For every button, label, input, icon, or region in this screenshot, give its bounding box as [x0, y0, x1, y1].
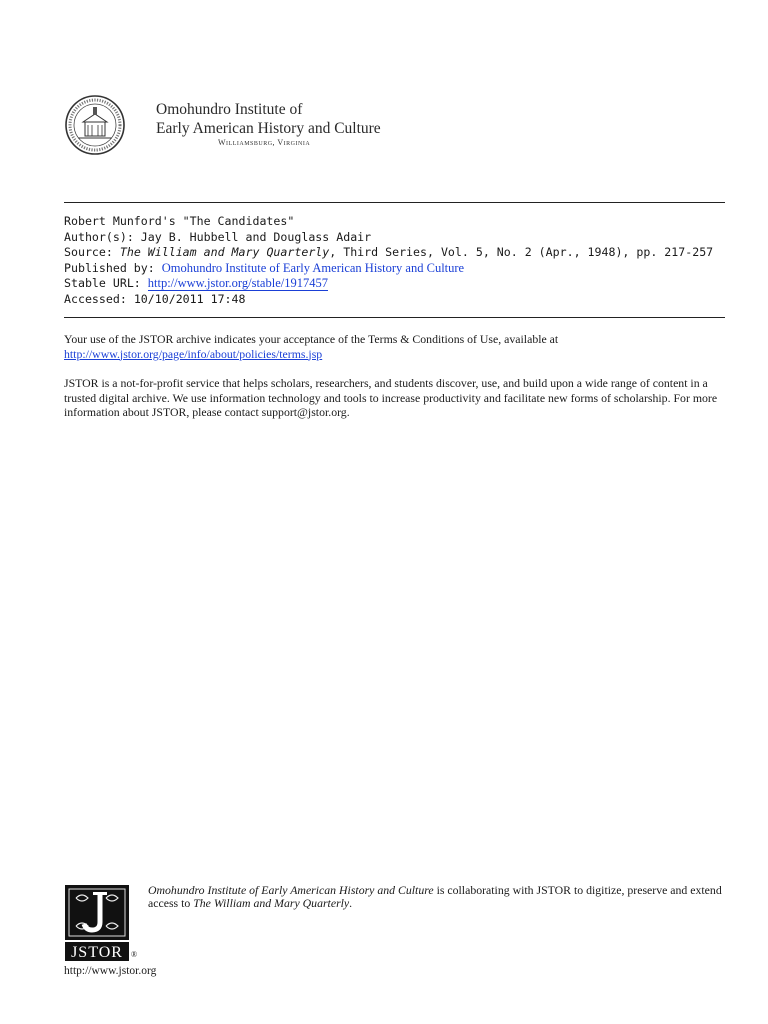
top-divider: [64, 202, 725, 203]
collab-journal: The William and Mary Quarterly: [193, 895, 350, 910]
collab-institution: Omohundro Institute of Early American History and Culture: [148, 883, 434, 897]
source-journal: The William and Mary Quarterly: [119, 245, 330, 260]
accessed-label: Accessed:: [64, 291, 127, 306]
source-row: [64, 245, 725, 261]
institute-name: Omohundro Institute of: [156, 101, 303, 118]
institute-name-line2: Early American History and Culture: [156, 120, 381, 137]
authors-label: Author(s):: [64, 229, 134, 244]
published-label: Published by:: [64, 260, 155, 275]
published-row: [64, 261, 725, 277]
institute-seal-icon: [64, 94, 126, 156]
jstor-footer: [64, 884, 725, 984]
authors-value: Jay B. Hubbell and Douglass Adair: [140, 229, 372, 244]
terms-link[interactable]: http://www.jstor.org/page/info/about/policies/terms.jsp: [64, 346, 323, 361]
bottom-divider: [64, 317, 725, 318]
accessed-row: [64, 292, 725, 308]
registered-mark: ®: [131, 950, 138, 959]
jstor-url[interactable]: http://www.jstor.org: [64, 965, 157, 977]
accessed-value: 10/10/2011 17:48: [133, 291, 246, 306]
article-metadata: [64, 214, 725, 308]
stable-url-row: [64, 276, 725, 292]
terms-section: [64, 332, 724, 420]
article-title: Robert Munford's "The Candidates": [64, 214, 295, 228]
institute-header: [64, 94, 394, 158]
source-label: Source:: [64, 245, 113, 260]
authors-row: [64, 230, 725, 246]
terms-text: Your use of the JSTOR archive indicates your acceptance of the Terms & Conditions of Use, available at: [64, 332, 559, 346]
jstor-logo-icon: [64, 884, 130, 962]
jstor-logo-text: JSTOR: [71, 944, 123, 961]
publisher-link[interactable]: Omohundro Institute of Early American History and Culture: [161, 260, 465, 275]
source-details: , Third Series, Vol. 5, No. 2 (Apr., 1948), pp. 217-257: [329, 245, 714, 260]
institute-location: Williamsburg, Virginia: [218, 138, 311, 147]
collab-text: is collaborating with JSTOR to digitize, preserve and extend access to: [148, 883, 722, 910]
collab-end: .: [349, 895, 353, 910]
collaboration-notice: [148, 884, 728, 909]
stable-url-link[interactable]: http://www.jstor.org/stable/1917457: [147, 276, 328, 291]
stable-url-label: Stable URL:: [64, 276, 141, 291]
jstor-description: JSTOR is a not-for-profit service that helps scholars, researchers, and students discover, use, and build upon a wide range of content in a trusted digital archive. We use information technology and tools to increase productivity and facilitate new forms of scholarship. For more information about JSTOR, please contact support@jstor.org.: [64, 376, 718, 419]
terms-notice: [64, 332, 724, 361]
